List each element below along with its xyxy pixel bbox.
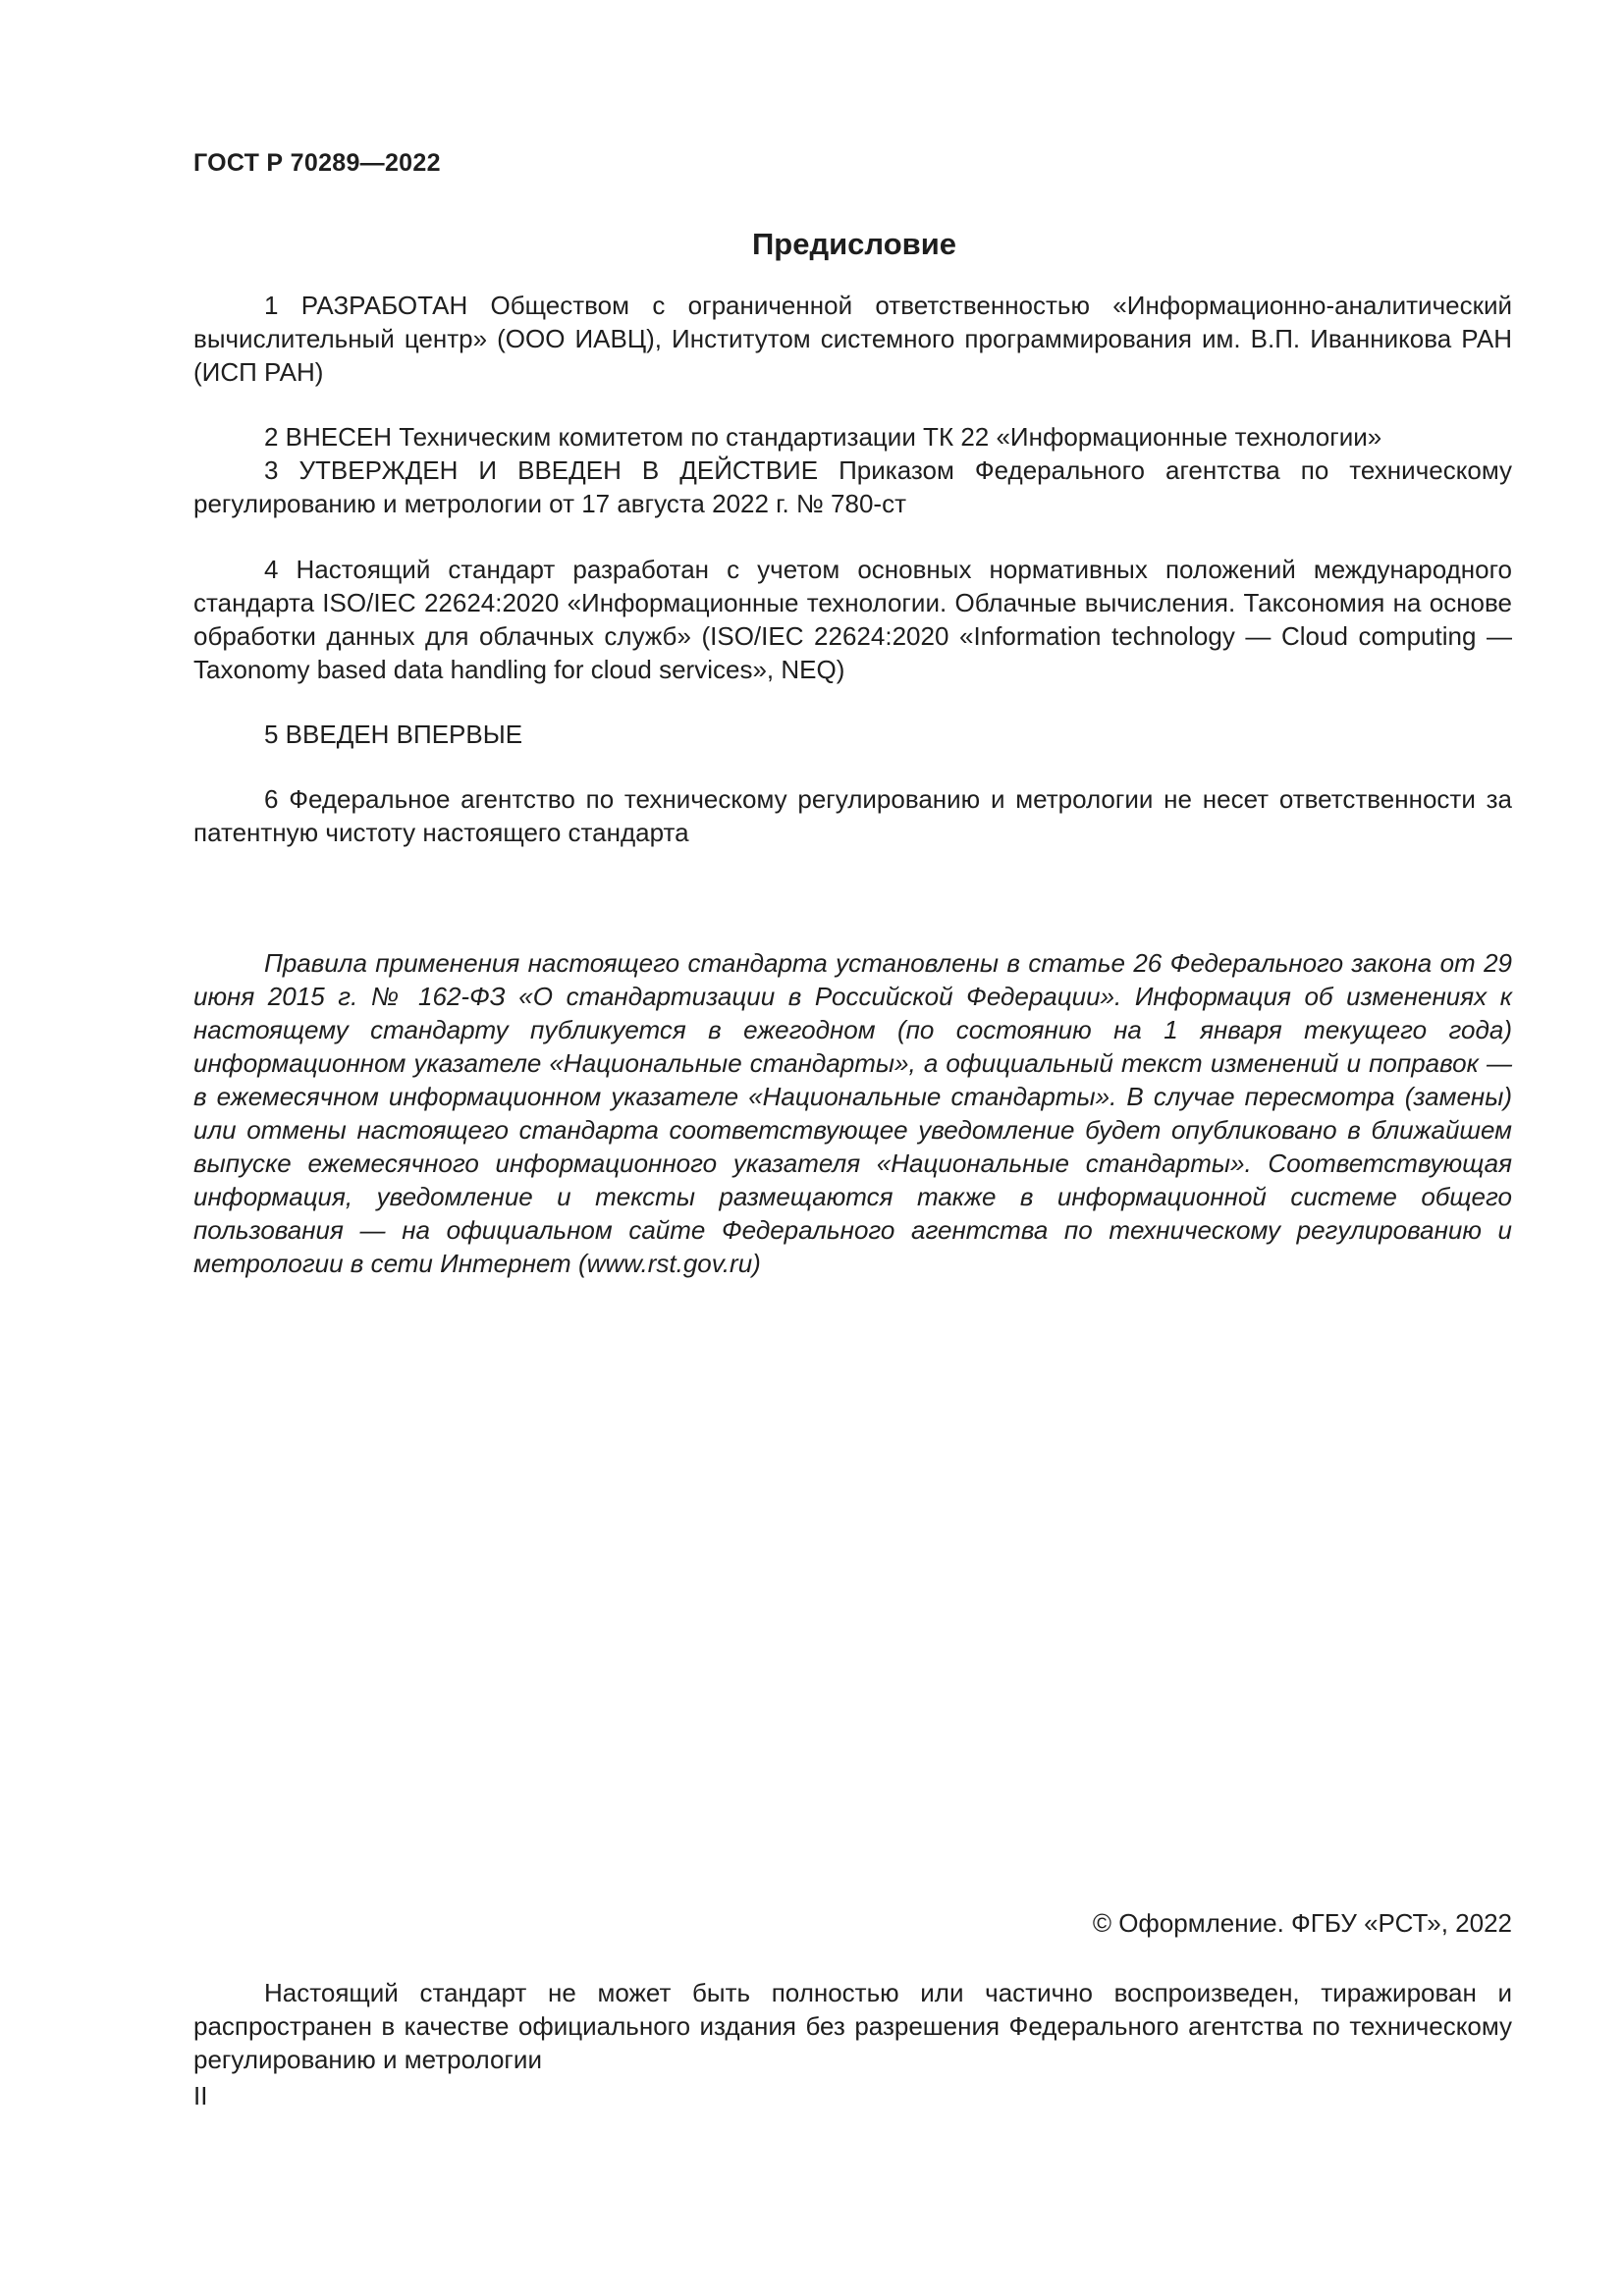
preface-item-5-text: 5 ВВЕДЕН ВПЕРВЫЕ [264,720,523,749]
preface-item-6 [193,782,1512,849]
preface-item-4-text: 4 Настоящий стандарт разработан с учетом основных нормативных положений международного стандарта ISO/IEC 22624:2020 «Информационные технологии. Облачные вычисления. Таксономия на основе обработки данных для облачных служб» (ISO/IEC 22624:2020 «Information technology — Cloud computing — Taxonomy based data handling for cloud services», NEQ) [193,555,1512,684]
standard-code-header: ГОСТ Р 70289—2022 [193,149,441,177]
application-rules-notice [193,946,1512,1280]
preface-item-5 [193,718,1512,751]
preface-item-6-text: 6 Федеральное агентство по техническому регулированию и метрологии не несет ответственности за патентную чистоту настоящего стандарта [193,784,1512,847]
preface-item-4 [193,553,1512,686]
preface-item-2-text: 2 ВНЕСЕН Техническим комитетом по стандартизации ТК 22 «Информационные технологии» [264,422,1382,452]
application-rules-text: Правила применения настоящего стандарта установлены в статье 26 Федерального закона от 29 июня 2015 г. № 162-ФЗ «О стандартизации в Российской Федерации». Информация об изменениях к настоящему стандарту публикуется в ежегодном (по состоянию на 1 января текущего года) информационном указателе «Национальные стандарты», а официальный текст изменений и поправок — в ежемесячном информационном указателе «Национальные стандарты». В случае пересмотра (замены) или отмены настоящего стандарта соответствующее уведомление будет опубликовано в ближайшем выпуске ежемесячного информационного указателя «Национальные стандарты». Соответствующая информация, уведомление и тексты размещаются также в информационной системе общего пользования — на официальном сайте Федерального агентства по техническому регулированию и метрологии в сети Интернет (www.rst.gov.ru) [193,948,1512,1278]
page-number: II [193,2081,208,2110]
reproduction-text: Настоящий стандарт не может быть полностью или частично воспроизведен, тиражирован и распространен в качестве официального издания без разрешения Федерального агентства по техническому регулированию и метрологии [193,1978,1512,2074]
preface-item-1-text: 1 РАЗРАБОТАН Обществом с ограниченной ответственностью «Информационно-аналитический вычислительный центр» (ООО ИАВЦ), Институтом системного программирования им. В.П. Иванникова РАН (ИСП РАН) [193,291,1512,387]
preface-item-1 [193,289,1512,389]
preface-title: Предисловие [751,227,956,261]
preface-item-3-text: 3 УТВЕРЖДЕН И ВВЕДЕН В ДЕЙСТВИЕ Приказом Федерального агентства по техническому регулированию и метрологии от 17 августа 2022 г. № 780-ст [193,455,1512,518]
preface-items-2-3 [193,420,1512,520]
reproduction-notice [193,1976,1512,2076]
copyright-line: © Оформление. ФГБУ «РСТ», 2022 [1092,1908,1512,1938]
